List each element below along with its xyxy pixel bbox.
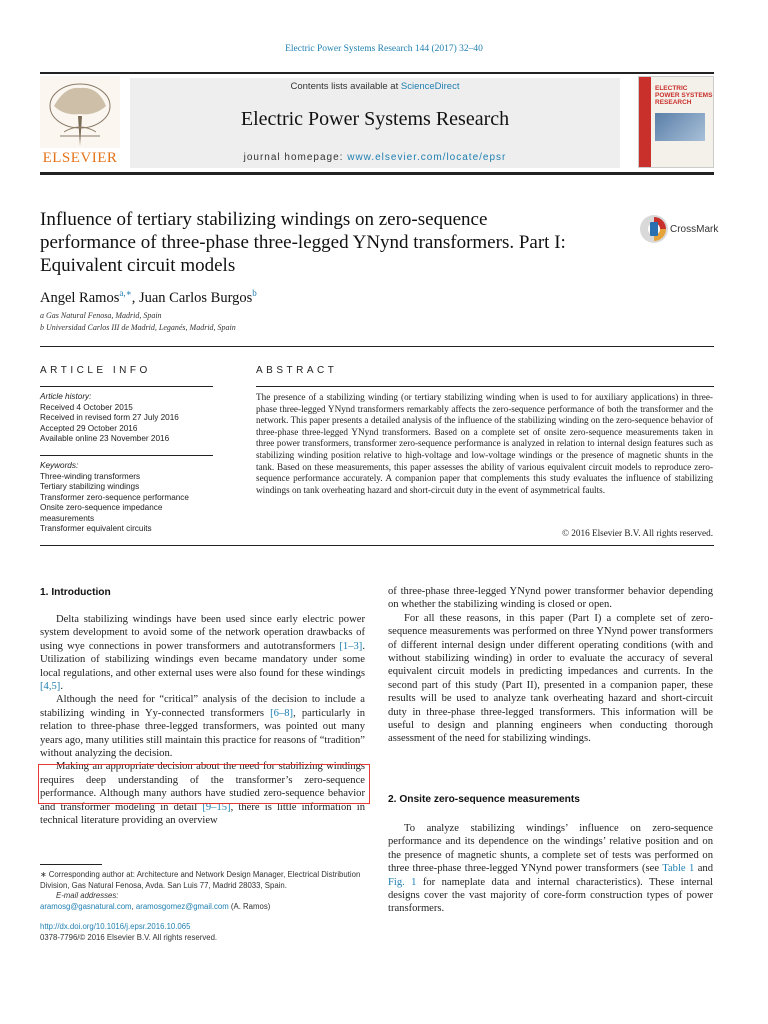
text: , particularly in relation to three-phase three-legged transformers, was pointed out many years ago, many utilities still maintain this practice for reasons of “tradition” without analyzing the decision.: [40, 707, 365, 760]
reference-link[interactable]: [9–15]: [202, 801, 231, 813]
section2-body: [388, 822, 713, 916]
author-name[interactable]: Juan Carlos Burgos: [138, 289, 253, 306]
header-rule-bottom: [40, 172, 714, 175]
text: , there is little information in technical literature providing an overview: [40, 801, 365, 827]
corresponding-author-note: ∗ Corresponding author at: Architecture and Network Design Manager, Electrical Distribution Division, Gas Natural Fenosa, Avda. San Luis 77, Madrid 28033, Spain.: [40, 870, 361, 890]
email-label: E-mail addresses:: [56, 891, 119, 900]
journal-cover-thumbnail[interactable]: [638, 76, 714, 168]
title-line: performance of three-phase three-legged YNynd transformers. Part I:: [40, 232, 566, 253]
keyword-item: Onsite zero-sequence impedance: [40, 503, 163, 512]
text: Although the need for “critical” analysis of the decision to include a stabilizing winding in Yy-connected transformers: [40, 694, 365, 719]
email-separator: ,: [131, 901, 136, 911]
section-heading-onsite-measurements: 2. Onsite zero-sequence measurements: [388, 794, 580, 805]
abstract-copyright: © 2016 Elsevier B.V. All rights reserved.: [562, 528, 713, 538]
keyword-item: Transformer zero-sequence performance: [40, 492, 189, 502]
right-column-body: [388, 585, 713, 746]
keywords: [40, 461, 220, 535]
article-history: [40, 392, 220, 445]
text: . Utilization of stabilizing windings even became mandatory under some local regulations, and other external uses were also found for these windings: [40, 640, 365, 679]
paragraph: [40, 693, 365, 760]
abstract-heading: ABSTRACT: [256, 365, 338, 376]
email-link[interactable]: aramosgomez@gmail.com: [135, 901, 229, 911]
history-label: Article history:: [40, 392, 92, 401]
abstract-text: The presence of a stabilizing winding (or tertiary stabilizing winding when is used to for auxiliary applications) in three-phase three-legged YNynd transformers remarkably affects the zero-sequence performance of both the transformer and the network. This paper presents a detailed analysis of the influence of the stabilizing winding on the zero-sequence behavior of three-phase three-legged YNynd transformers. Based on a complete set of onsite zero-sequence measurements taken in three power transformers, transformer zero-sequence performance is analyzed in relation to internal design features such as stabilizing winding position relative to high-voltage and low-voltage windings or the presence of magnetic shunts in the tank. Based on these measurements, this paper assesses the ability of various equivalent circuit models to reproduce zero-sequence performance accurately. A companion paper that complements this study evaluates the influence of stabilizing windings on tank overheating hazard and short-circuit duty in the event of asymmetrical faults.: [256, 392, 713, 495]
homepage-link[interactable]: www.elsevier.com/locate/epsr: [347, 152, 507, 163]
history-item: Available online 23 November 2016: [40, 434, 170, 443]
rule-thin: [40, 455, 213, 456]
figure-reference-link[interactable]: Fig. 1: [388, 876, 417, 888]
paragraph: [40, 613, 365, 693]
paragraph: [388, 822, 713, 916]
text: Delta stabilizing windings have been used since early electric power system development to avoid some of the network operation drawbacks of using wye connections in power transformers and autotransformers: [40, 614, 365, 652]
issn-line: 0378-7796/© 2016 Elsevier B.V. All rights reserved.: [40, 932, 218, 942]
footnote-rule: [40, 864, 102, 865]
history-item: Accepted 29 October 2016: [40, 423, 138, 433]
email-link[interactable]: aramosg@gasnatural.com: [40, 901, 132, 911]
title-line: Influence of tertiary stabilizing windings on zero-sequence: [40, 209, 488, 230]
text: Making an appropriate decision about the need for stabilizing windings requires deep understanding of the transformer’s zero-sequence performance. Although many authors have studied zero-sequence behavior and transformer modeling in detail: [40, 761, 365, 813]
keyword-item: Three-winding transformers: [40, 471, 141, 481]
section-heading-introduction: 1. Introduction: [40, 587, 111, 598]
contents-prefix: Contents lists available at: [290, 81, 401, 92]
reference-link[interactable]: [4,5]: [40, 681, 61, 693]
rule-thin: [40, 346, 714, 347]
history-item: Received in revised form 27 July 2016: [40, 413, 179, 422]
email-suffix: (A. Ramos): [228, 901, 271, 911]
text: .: [60, 681, 63, 693]
text: and: [694, 863, 713, 875]
rule-thin: [40, 545, 714, 546]
reference-link[interactable]: [6–8]: [270, 707, 294, 719]
text-highlight-box: [38, 764, 370, 804]
email-line: [40, 902, 365, 913]
text: To analyze stabilizing windings’ influence on zero-sequence performance and its dependence on the windings’ relative position and on the presence of magnetic shunts, a complete set of tests was performed on three three-phase three-legged YNynd power transformers (see: [388, 823, 713, 875]
keyword-item: Transformer equivalent circuits: [40, 524, 152, 533]
author-affiliation-marker[interactable]: a,∗: [119, 288, 132, 298]
author-separator: ,: [131, 289, 139, 306]
keywords-label: Keywords:: [40, 461, 79, 470]
sciencedirect-link[interactable]: ScienceDirect: [400, 81, 460, 92]
publisher-name: ELSEVIER: [42, 150, 118, 166]
footnotes: [40, 870, 365, 943]
paragraph: of three-phase three-legged YNynd power transformer behavior depending on whether the stabilizing winding is closed or open.: [388, 586, 713, 611]
history-item: Received 4 October 2015: [40, 402, 133, 412]
doi-link[interactable]: http://dx.doi.org/10.1016/j.epsr.2016.10.065: [40, 922, 191, 931]
header-rule-top: [40, 72, 714, 74]
contents-line: [130, 81, 620, 92]
author-name[interactable]: Angel Ramos: [40, 289, 120, 306]
keyword-item: measurements: [40, 513, 95, 523]
affiliation: b Universidad Carlos III de Madrid, Leganés, Madrid, Spain: [40, 323, 236, 332]
cover-title: ELECTRIC POWER SYSTEMS RESEARCH: [655, 85, 713, 106]
table-reference-link[interactable]: Table 1: [662, 863, 695, 875]
affiliation: a Gas Natural Fenosa, Madrid, Spain: [40, 311, 162, 320]
paper-title: [40, 208, 630, 277]
crossmark-label[interactable]: CrossMark: [670, 224, 719, 235]
author-affiliation-marker[interactable]: b: [252, 288, 257, 298]
paragraph: For all these reasons, in this paper (Part I) a complete set of zero-sequence measurements was performed on three YNynd power transformers of different internal design under different operating conditions (with and without stabilizing winding) in order to evaluate the accuracy of several equivalent circuit models in predicting impedances and currents. In the second part of this study (Part II), presented in a companion paper, these results will be used to analyze tank overheating hazard and short-circuit duty in three-phase three-legged transformers. This information will be useful to design and planning engineers when conducting thorough assessment of the need for stabilizing windings.: [388, 612, 713, 745]
text: for nameplate data and internal characteristics). These internal designs cover the vast majority of core-form construction types of power transformers.: [388, 876, 713, 915]
keyword-item: Tertiary stabilizing windings: [40, 482, 140, 491]
journal-citation-link[interactable]: Electric Power Systems Research 144 (2017) 32–40: [285, 44, 483, 54]
cover-strip: [639, 77, 651, 167]
cover-image: [655, 113, 705, 141]
rule-thin: [256, 386, 714, 387]
reference-link[interactable]: [1–3]: [339, 640, 363, 652]
authors-line: [40, 288, 257, 307]
homepage-line: [130, 152, 620, 163]
homepage-prefix: journal homepage:: [243, 152, 348, 163]
rule-thin: [40, 386, 213, 387]
journal-title: Electric Power Systems Research: [240, 108, 510, 130]
article-info-heading: ARTICLE INFO: [40, 365, 151, 376]
title-line: Equivalent circuit models: [40, 255, 236, 276]
